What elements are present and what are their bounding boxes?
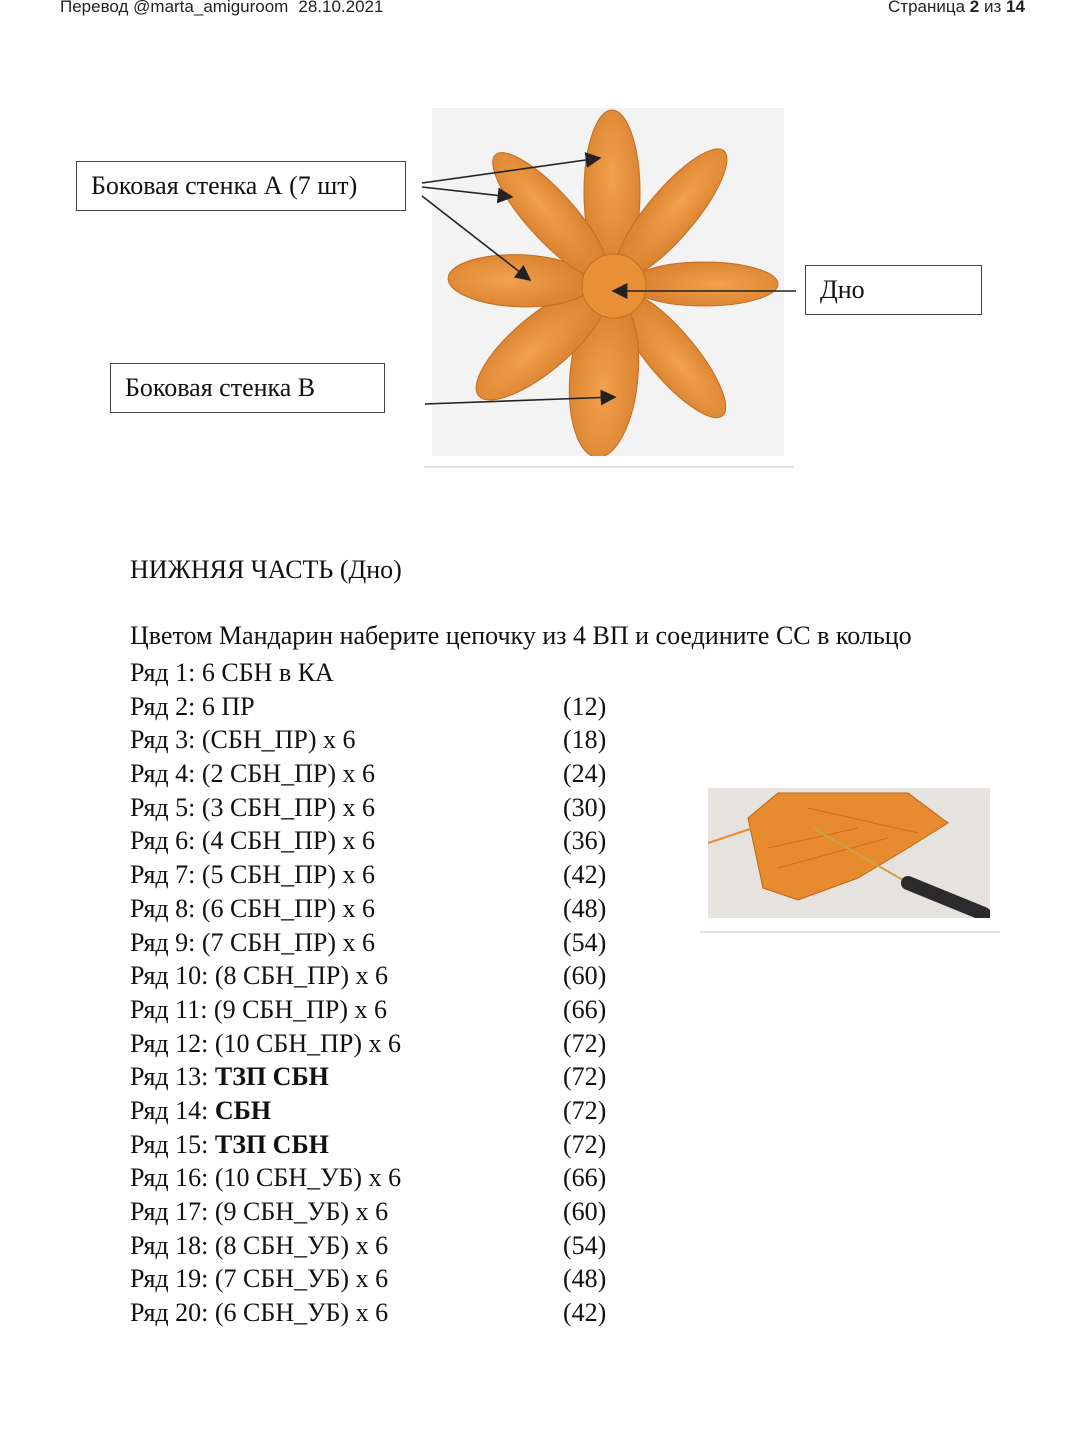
- row-stitch-count: (18): [563, 725, 607, 755]
- row-label: Ряд 2:: [130, 691, 202, 721]
- callout-bottom: Дно: [805, 265, 982, 315]
- row-label: Ряд 5:: [130, 792, 202, 822]
- row-text: (5 СБН_ПР) х 6: [201, 860, 375, 890]
- row-instruction: [130, 1161, 401, 1195]
- row-text: (2 СБН_ПР) х 6: [201, 759, 375, 789]
- pattern-row: [130, 892, 650, 926]
- pattern-row: [130, 690, 650, 724]
- section-title: НИЖНЯЯ ЧАСТЬ (Дно): [130, 555, 402, 584]
- row-instruction: [130, 723, 356, 757]
- translator-credit: Перевод @marta_amiguroom: [60, 0, 289, 16]
- row-text: (3 СБН_ПР) х 6: [201, 792, 375, 822]
- row-label: Ряд 19:: [130, 1264, 215, 1294]
- row-label: Ряд 7:: [130, 860, 202, 890]
- row-stitch-count: (72): [563, 1095, 607, 1125]
- pattern-row: [130, 1296, 650, 1330]
- small-photo-divider: [700, 931, 1000, 933]
- pattern-row: [130, 1128, 650, 1162]
- row-label: Ряд 6:: [130, 826, 202, 856]
- row-label: Ряд 3:: [130, 725, 202, 755]
- row-label: Ряд 4:: [130, 759, 202, 789]
- pattern-row: [130, 858, 650, 892]
- row-instruction: [130, 1060, 329, 1094]
- row-text: (10 СБН_ПР) х 6: [214, 1028, 401, 1058]
- pattern-row: [130, 1161, 650, 1195]
- row-text: (4 СБН_ПР) х 6: [201, 826, 375, 856]
- row-text: (10 СБН_УБ) х 6: [214, 1163, 402, 1193]
- row-text: (6 СБН_ПР) х 6: [201, 893, 375, 923]
- row-label: Ряд 9:: [130, 927, 202, 957]
- row-label: Ряд 17:: [130, 1197, 215, 1226]
- row-stitch-count: (54): [563, 1230, 607, 1260]
- row-label: Ряд 13:: [130, 1062, 215, 1092]
- page-separator: из: [984, 0, 1002, 16]
- pattern-row: [130, 1262, 650, 1296]
- pattern-rows: [130, 656, 650, 1330]
- section-intro: Цветом Мандарин наберите цепочку из 4 ВП и соедините СС в кольцо: [130, 621, 912, 650]
- row-text: (8 СБН_УБ) х 6: [214, 1230, 389, 1260]
- row-instruction: [130, 1195, 388, 1229]
- row-label: Ряд 10:: [130, 961, 215, 991]
- pattern-row: [130, 1195, 650, 1229]
- page-prefix: Страница: [888, 0, 966, 16]
- row-stitch-count: (66): [563, 1163, 607, 1193]
- pattern-row: [130, 1027, 650, 1061]
- row-text: (СБН_ПР) х 6: [201, 725, 356, 755]
- row-text: 6 СБН в КА: [201, 658, 334, 687]
- callout-side-b: Боковая стенка В: [110, 363, 385, 413]
- pattern-row: [130, 1094, 650, 1128]
- row-instruction: [130, 791, 375, 825]
- row-instruction: [130, 1094, 271, 1128]
- row-label: Ряд 8:: [130, 893, 202, 923]
- row-label: Ряд 1:: [130, 658, 202, 687]
- row-stitch-count: (72): [563, 1129, 607, 1159]
- row-instruction: [130, 1296, 388, 1330]
- row-label: Ряд 11:: [130, 994, 214, 1024]
- row-text: ТЗП СБН: [214, 1062, 329, 1092]
- pattern-row: [130, 824, 650, 858]
- row-text: (6 СБН_УБ) х 6: [214, 1298, 389, 1328]
- row-stitch-count: (42): [563, 1298, 607, 1328]
- row-stitch-count: (72): [563, 1028, 607, 1058]
- pattern-row: [130, 1229, 650, 1263]
- row-stitch-count: (48): [563, 1264, 607, 1294]
- row-stitch-count: (66): [563, 994, 607, 1024]
- row-instruction: [130, 959, 388, 993]
- crochet-bottom-photo: [708, 788, 990, 918]
- row-text: (7 СБН_УБ) х 6: [214, 1264, 389, 1294]
- row-label: Ряд 16:: [130, 1163, 215, 1193]
- pattern-row: [130, 1060, 650, 1094]
- pattern-row: [130, 959, 650, 993]
- row-instruction: [130, 656, 334, 690]
- crochet-illustration: [708, 788, 990, 918]
- pattern-row: [130, 993, 650, 1027]
- row-text: ТЗП СБН: [214, 1129, 329, 1159]
- row-stitch-count: (60): [563, 1197, 607, 1226]
- row-instruction: [130, 892, 375, 926]
- row-instruction: [130, 1027, 401, 1061]
- row-stitch-count: (54): [563, 927, 607, 957]
- row-stitch-count: (36): [563, 826, 607, 856]
- row-instruction: [130, 926, 375, 960]
- row-stitch-count: (12): [563, 691, 607, 721]
- pattern-row: [130, 723, 650, 757]
- arrow-a-2: [422, 187, 512, 197]
- row-stitch-count: (30): [563, 792, 607, 822]
- document-date: 28.10.2021: [298, 0, 384, 16]
- pattern-row: [130, 791, 650, 825]
- row-label: Ряд 14:: [130, 1095, 215, 1125]
- arrow-a-3: [422, 196, 530, 280]
- row-text: (9 СБН_УБ) х 6: [214, 1197, 389, 1226]
- row-text: (8 СБН_ПР) х 6: [214, 961, 388, 991]
- row-stitch-count: (24): [563, 759, 607, 789]
- row-instruction: [130, 1262, 388, 1296]
- row-text: СБН: [214, 1095, 272, 1125]
- page-current: 2: [969, 0, 980, 16]
- row-label: Ряд 18:: [130, 1230, 215, 1260]
- row-instruction: [130, 757, 375, 791]
- row-instruction: [130, 858, 375, 892]
- row-stitch-count: (48): [563, 893, 607, 923]
- row-instruction: [130, 1229, 388, 1263]
- pattern-row: [130, 656, 650, 690]
- row-instruction: [130, 824, 375, 858]
- row-label: Ряд 20:: [130, 1298, 215, 1328]
- row-label: Ряд 15:: [130, 1129, 215, 1159]
- row-instruction: [130, 993, 387, 1027]
- row-label: Ряд 12:: [130, 1028, 215, 1058]
- row-stitch-count: (72): [563, 1062, 607, 1092]
- arrow-a-1: [422, 158, 600, 183]
- page-total: 14: [1006, 0, 1025, 16]
- pattern-row: [130, 757, 650, 791]
- arrow-b: [425, 397, 615, 404]
- row-text: (7 СБН_ПР) х 6: [201, 927, 375, 957]
- row-instruction: [130, 1128, 329, 1162]
- row-text: (9 СБН_ПР) х 6: [213, 994, 388, 1024]
- row-stitch-count: (42): [563, 860, 607, 890]
- callout-side-a: Боковая стенка А (7 шт): [76, 161, 406, 211]
- row-instruction: [130, 690, 255, 724]
- row-stitch-count: (60): [563, 961, 607, 991]
- row-text: 6 ПР: [201, 691, 255, 721]
- pattern-row: [130, 926, 650, 960]
